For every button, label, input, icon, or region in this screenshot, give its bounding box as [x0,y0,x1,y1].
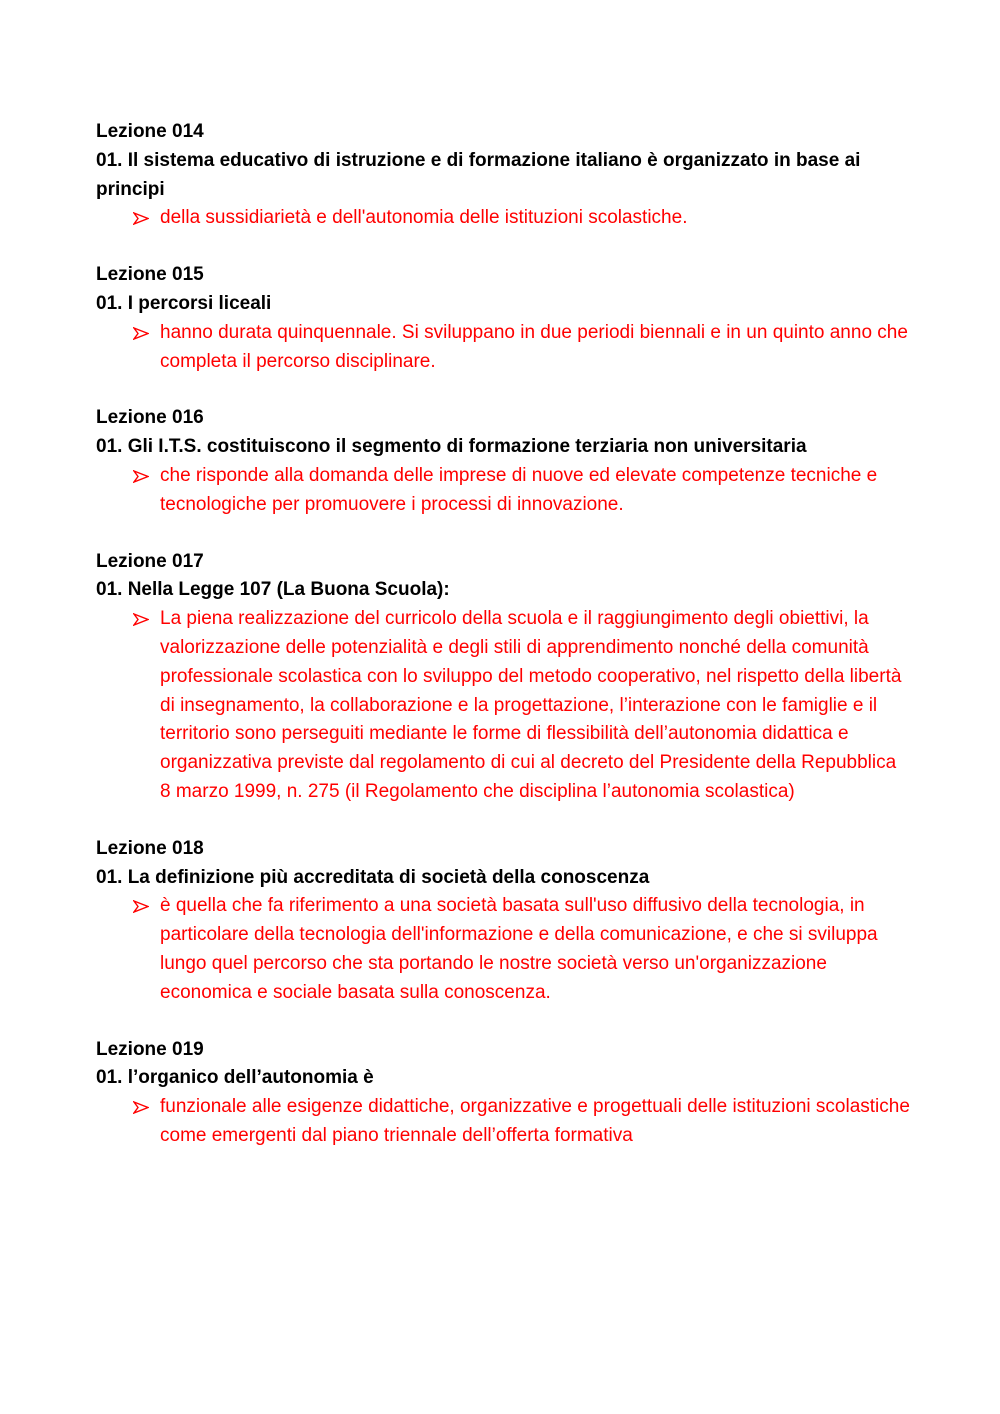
answer-item [96,892,911,1007]
lesson-title: Lezione 019 [96,1038,204,1060]
arrowhead-bullet-icon [133,1101,149,1114]
lesson-title: Lezione 017 [96,550,204,572]
question-text: 01. La definizione più accreditata di società della conoscenza [96,866,650,888]
lesson-block [96,1036,911,1151]
lesson-title: Lezione 014 [96,121,204,142]
arrowhead-bullet-icon [133,327,149,340]
lesson-block [96,404,911,519]
answer-item [96,462,911,520]
lesson-block [96,548,911,807]
lesson-title: Lezione 015 [96,264,204,286]
answer-text: è quella che fa riferimento a una società basata sull'uso diffusivo della tecnologia, in particolare della tecnologia dell'informazione e della comunicazione, e che si sviluppa lungo quel percorso che sta portando le nostre società verso un'organizzazione economica e sociale basata sulla conoscenza. [160,895,878,1003]
lesson-title: Lezione 016 [96,407,204,429]
question-text: 01. Gli I.T.S. costituiscono il segmento di formazione terziaria non universitaria [96,436,807,458]
answer-text: La piena realizzazione del curricolo della scuola e il raggiungimento degli obiettivi, la valorizzazione delle potenzialità e degli stili di apprendimento nonché della comunità professionale scolastica con lo sviluppo del metodo cooperativo, nel rispetto della libertà di insegnamento, la collaborazione e la progettazione, l’interazione con le famiglie e il territorio sono perseguiti mediante le forme di flessibilità dell’autonomia didattica e organizzativa previste dal regolamento di cui al decreto del Presidente della Repubblica 8 marzo 1999, n. 275 (il Regolamento che disciplina l’autonomia scolastica) [160,608,902,802]
question-text: 01. I percorsi liceali [96,292,272,314]
answer-text: hanno durata quinquennale. Si sviluppano in due periodi biennali e in un quinto anno che completa il percorso disciplinare. [160,321,908,372]
arrowhead-bullet-icon [133,613,149,626]
lesson-title: Lezione 018 [96,837,204,859]
question-text: 01. Nella Legge 107 (La Buona Scuola): [96,579,450,601]
lesson-block [96,118,911,233]
arrowhead-bullet-icon [133,900,149,913]
answer-text: della sussidiarietà e dell'autonomia delle istituzioni scolastiche. [160,207,688,229]
arrowhead-bullet-icon [133,212,149,225]
answer-item [96,319,911,377]
answer-text: funzionale alle esigenze didattiche, organizzative e progettuali delle istituzioni scolastiche come emergenti dal piano triennale dell’offerta formativa [160,1096,910,1146]
answer-item [96,1093,911,1151]
answer-text: che risponde alla domanda delle imprese di nuove ed elevate competenze tecniche e tecnologiche per promuovere i processi di innovazione. [160,464,878,515]
question-text: 01. l’organico dell’autonomia è [96,1067,374,1089]
lesson-block [96,261,911,376]
question-text: 01. Il sistema educativo di istruzione e di formazione italiano è organizzato in base ai principi [96,149,861,200]
lesson-block [96,835,911,1008]
answer-item [96,605,911,807]
arrowhead-bullet-icon [133,470,149,483]
answer-item [96,204,911,233]
document-page [96,118,911,1179]
